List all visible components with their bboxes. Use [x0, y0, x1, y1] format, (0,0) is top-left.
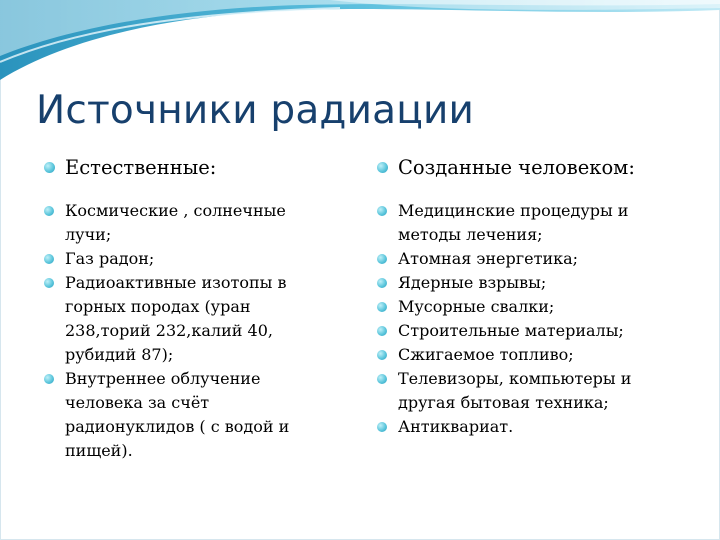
list-item	[44, 247, 334, 271]
list-item-text: Радиоактивные изотопы в горных породах (уран 238,торий 232,калий 40, рубидий 87);	[65, 273, 287, 364]
bullet-icon	[44, 206, 54, 216]
list-item	[377, 415, 677, 439]
bullet-icon	[44, 278, 54, 288]
list-item-text: Телевизоры, компьютеры и другая бытовая техника;	[398, 369, 632, 412]
list-item	[377, 295, 677, 319]
list-item-text: Строительные материалы;	[398, 321, 624, 340]
bullet-icon	[377, 278, 387, 288]
natural-sources-heading	[44, 155, 334, 181]
bullet-icon	[377, 350, 387, 360]
bullet-icon	[377, 422, 387, 432]
bullet-icon	[377, 162, 388, 173]
bullet-icon	[377, 254, 387, 264]
list-item	[377, 247, 677, 271]
bullet-icon	[377, 326, 387, 336]
natural-sources-column	[44, 155, 334, 463]
list-item-text: Медицинские процедуры и методы лечения;	[398, 201, 629, 244]
list-item-text: Ядерные взрывы;	[398, 273, 547, 292]
list-item	[377, 199, 677, 247]
list-item	[377, 271, 677, 295]
bullet-icon	[377, 206, 387, 216]
list-item	[377, 343, 677, 367]
list-item-text: Антиквариат.	[398, 417, 514, 436]
man-made-sources-column	[377, 155, 677, 439]
man-made-sources-heading	[377, 155, 677, 181]
list-item-text: Сжигаемое топливо;	[398, 345, 574, 364]
bullet-icon	[377, 302, 387, 312]
bullet-icon	[377, 374, 387, 384]
heading-text: Созданные человеком:	[398, 156, 635, 179]
list-item-text: Космические , солнечные лучи;	[65, 201, 286, 244]
list-item	[377, 367, 677, 415]
list-item	[44, 367, 334, 463]
list-item	[44, 199, 334, 247]
decorative-swoosh	[0, 0, 720, 80]
slide-title: Источники радиации	[36, 88, 475, 133]
bullet-icon	[44, 374, 54, 384]
list-item-text: Газ радон;	[65, 249, 155, 268]
list-item-text: Внутреннее облучение человека за счёт радионуклидов ( с водой и пищей).	[65, 369, 290, 460]
list-item	[44, 271, 334, 367]
list-item-text: Атомная энергетика;	[398, 249, 579, 268]
list-item	[377, 319, 677, 343]
bullet-icon	[44, 162, 55, 173]
bullet-icon	[44, 254, 54, 264]
list-item-text: Мусорные свалки;	[398, 297, 555, 316]
heading-text: Естественные:	[65, 156, 217, 179]
